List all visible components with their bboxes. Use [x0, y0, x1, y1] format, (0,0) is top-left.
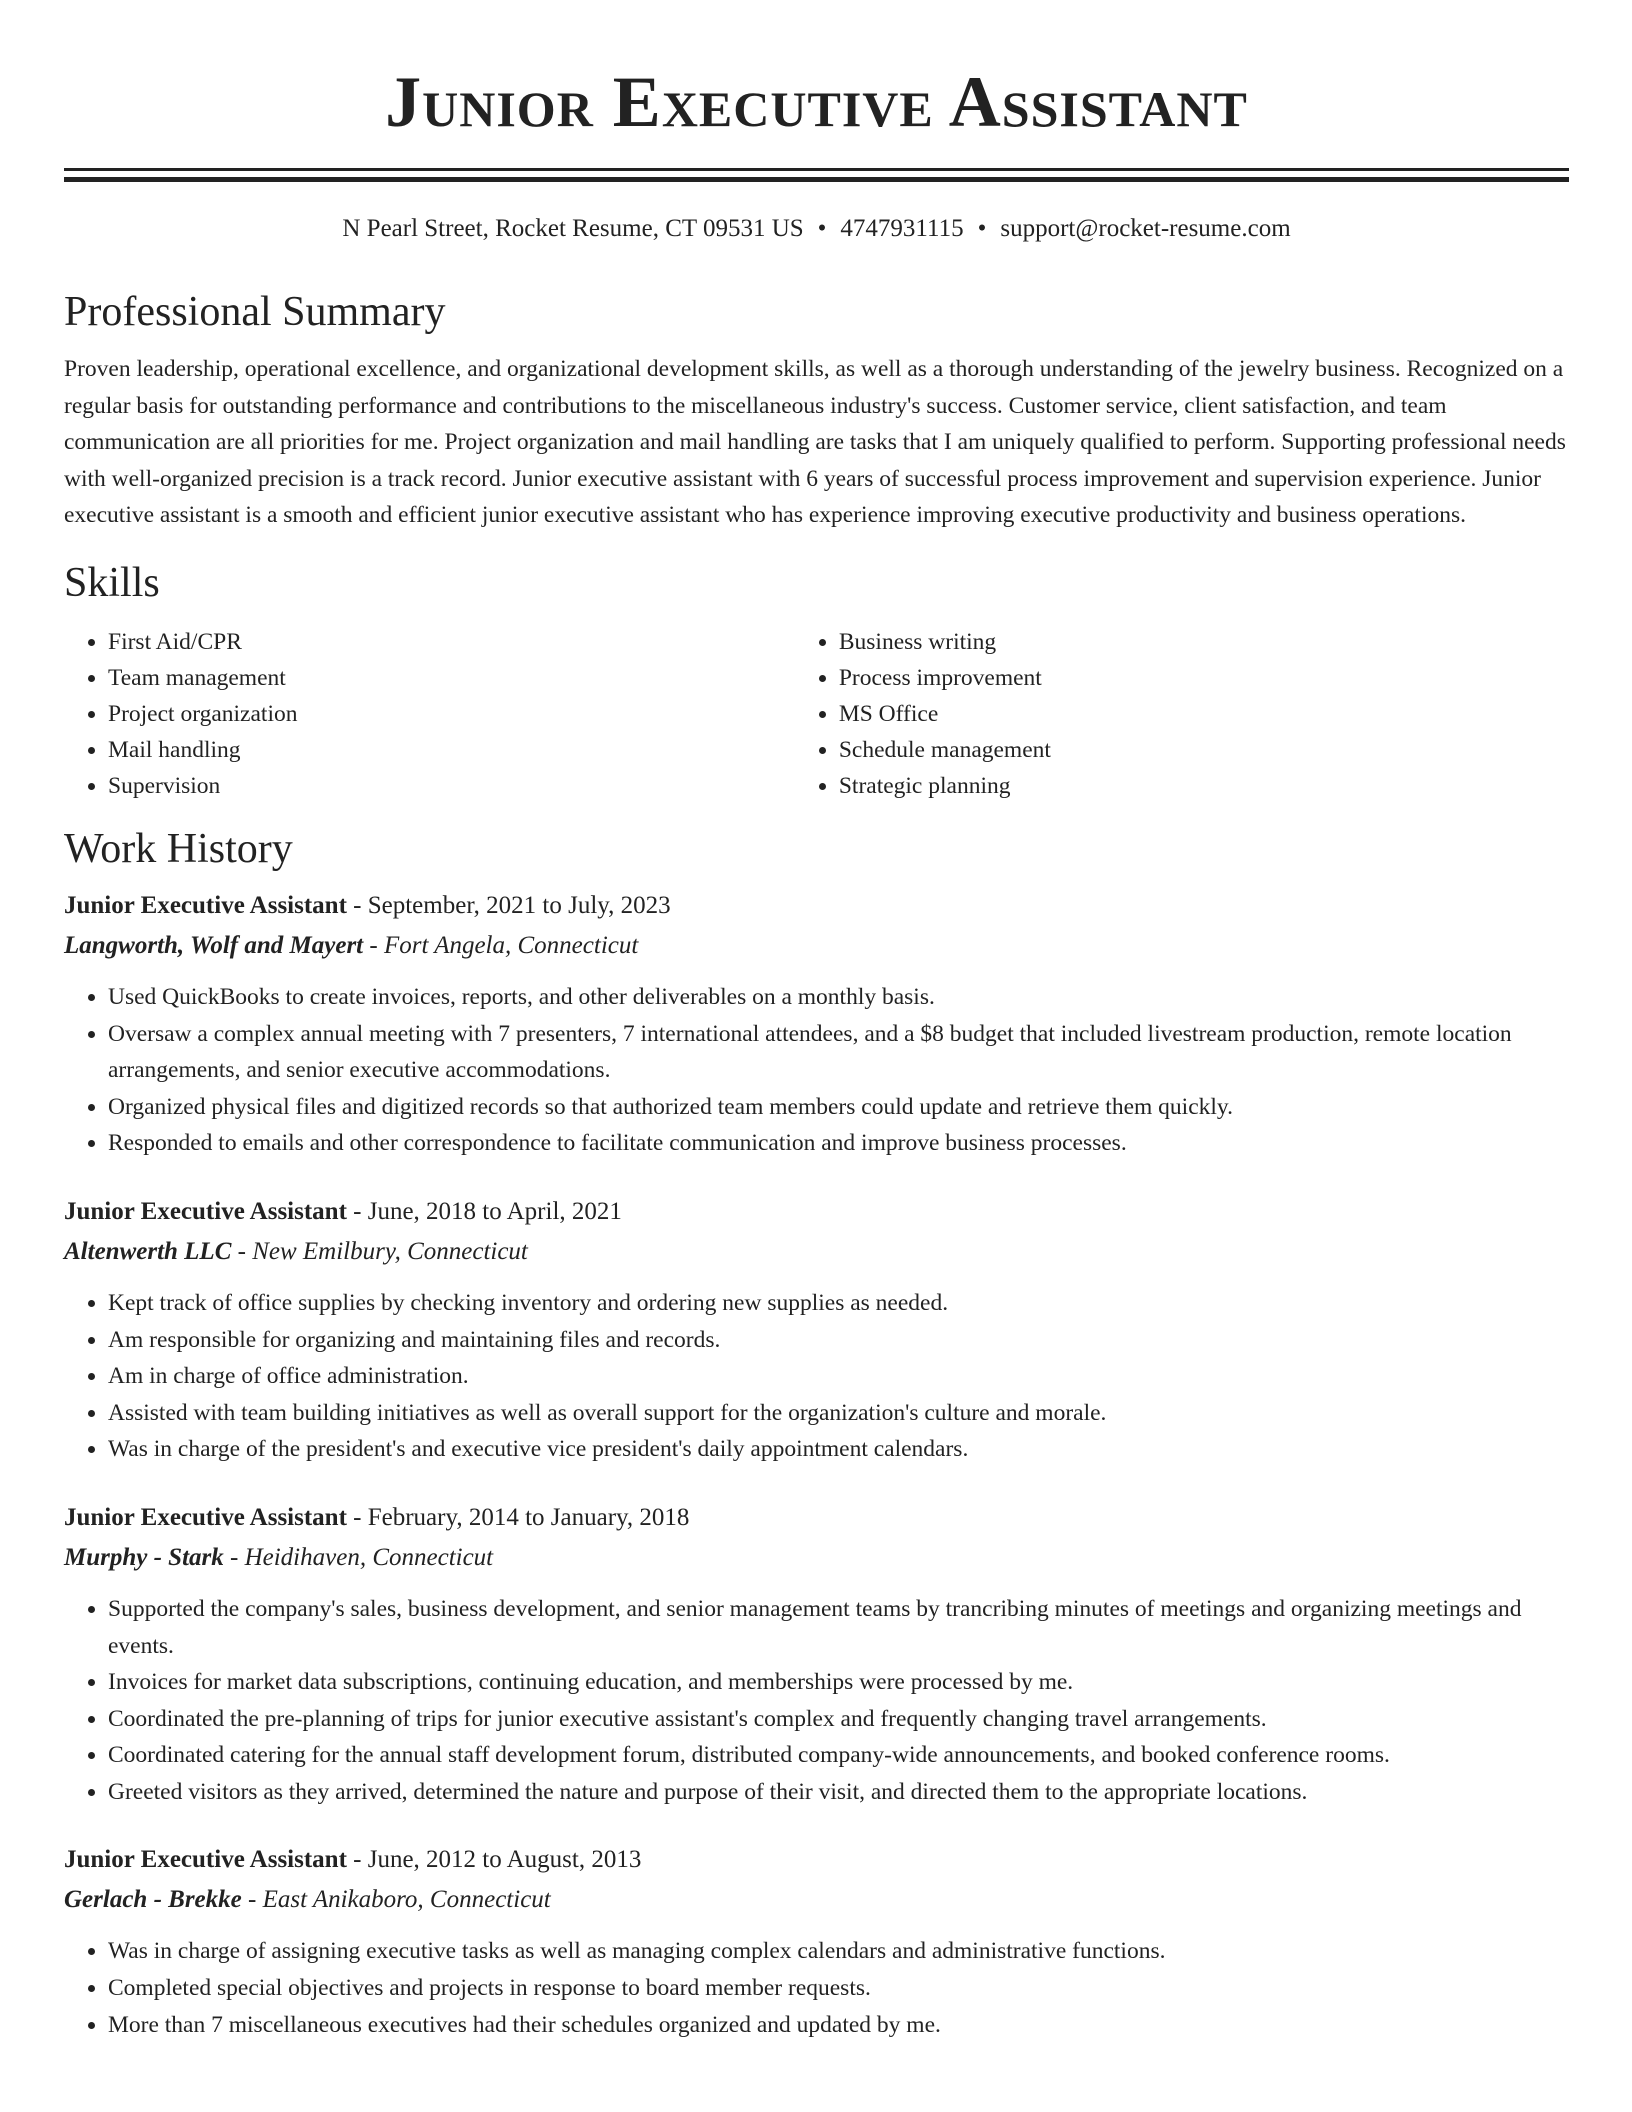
job-entry [64, 886, 1569, 1162]
skills-heading: Skills [64, 559, 160, 606]
job-title: Junior Executive Assistant [64, 891, 347, 919]
skill-item: • Process improvement [839, 660, 1569, 696]
job-bullet: • More than 7 miscellaneous executives had their schedules organized and updated by me. [108, 2007, 1569, 2044]
contact-separator: • [817, 215, 827, 242]
job-bullet: • Am responsible for organizing and maintaining files and records. [108, 1322, 1569, 1359]
skill-item: • Strategic planning [839, 768, 1569, 804]
job-bullet: • Was in charge of the president's and executive vice president's daily appointment calendars. [108, 1431, 1569, 1468]
contact-address: N Pearl Street, Rocket Resume, CT 09531 US [342, 215, 804, 242]
job-bullet: • Coordinated the pre-planning of trips for junior executive assistant's complex and frequently changing travel arrangements. [108, 1701, 1569, 1738]
job-company: Altenwerth LLC [64, 1237, 232, 1265]
resume-page [64, 0, 1569, 2043]
job-bullet: • Invoices for market data subscriptions, continuing education, and memberships were processed by me. [108, 1664, 1569, 1701]
job-location: - Fort Angela, Connecticut [363, 931, 639, 959]
skill-item: • Business writing [839, 624, 1569, 660]
job-employer [64, 1232, 1569, 1272]
job-dates: - June, 2018 to April, 2021 [346, 1197, 622, 1225]
job-bullet: • Supported the company's sales, business development, and senior management teams by trancribing minutes of meetings and organizing meetings and events. [108, 1591, 1569, 1664]
job-bullet: • Am in charge of office administration. [108, 1358, 1569, 1395]
skill-item: • First Aid/CPR [108, 624, 795, 660]
job-dates: - June, 2012 to August, 2013 [346, 1846, 642, 1874]
job-bullets [64, 1933, 1569, 2043]
job-bullet: • Was in charge of assigning executive tasks as well as managing complex calendars and administrative functions. [108, 1933, 1569, 1970]
job-bullet: • Used QuickBooks to create invoices, reports, and other deliverables on a monthly basis. [108, 979, 1569, 1016]
job-location: - New Emilbury, Connecticut [231, 1237, 528, 1265]
job-bullet: • Oversaw a complex annual meeting with 7 presenters, 7 international attendees, and a $8 budget that included livestream production, remote location arrangements, and senior executive accommodations. [108, 1016, 1569, 1089]
job-bullet: • Completed special objectives and projects in response to board member requests. [108, 1970, 1569, 2007]
header-rule-thick [64, 177, 1569, 182]
job-bullet: • Responded to emails and other correspondence to facilitate communication and improve business processes. [108, 1125, 1569, 1162]
job-bullet: • Kept track of office supplies by checking inventory and ordering new supplies as needed. [108, 1285, 1569, 1322]
job-company: Murphy - Stark [64, 1543, 224, 1571]
skill-item: • Mail handling [108, 732, 795, 768]
job-header [64, 1498, 1569, 1538]
job-title: Junior Executive Assistant [64, 1846, 347, 1874]
job-entry [64, 1498, 1569, 1811]
contact-separator: • [977, 215, 987, 242]
job-employer [64, 1880, 1569, 1920]
skill-item: • Team management [108, 660, 795, 696]
job-dates: - September, 2021 to July, 2023 [346, 891, 671, 919]
job-entry [64, 1192, 1569, 1468]
skill-item: • Supervision [108, 768, 795, 804]
job-bullets [64, 979, 1569, 1162]
contact-phone: 4747931115 [840, 215, 964, 242]
job-header [64, 886, 1569, 926]
work-history-heading: Work History [64, 825, 293, 872]
contact-line [64, 214, 1569, 244]
job-location: - East Anikaboro, Connecticut [241, 1886, 551, 1914]
job-bullet: • Coordinated catering for the annual staff development forum, distributed company-wide announcements, and booked conference rooms. [108, 1737, 1569, 1774]
job-bullets [64, 1591, 1569, 1811]
skills-list [64, 624, 1569, 804]
job-title: Junior Executive Assistant [64, 1503, 347, 1531]
summary-heading: Professional Summary [64, 289, 446, 335]
skills-column-left [64, 624, 795, 804]
job-header [64, 1840, 1569, 1880]
job-bullets [64, 1285, 1569, 1468]
job-company: Gerlach - Brekke [64, 1886, 242, 1914]
job-bullet: • Organized physical files and digitized records so that authorized team members could update and retrieve them quickly. [108, 1089, 1569, 1126]
job-employer [64, 1538, 1569, 1578]
job-title: Junior Executive Assistant [64, 1197, 347, 1225]
job-bullet: • Greeted visitors as they arrived, determined the nature and purpose of their visit, and directed them to the appropriate locations. [108, 1774, 1569, 1811]
skill-item: • MS Office [839, 696, 1569, 732]
resume-name: Junior Executive Assistant [385, 62, 1248, 142]
job-dates: - February, 2014 to January, 2018 [346, 1503, 690, 1531]
contact-email: support@rocket-resume.com [1000, 215, 1291, 242]
job-header [64, 1192, 1569, 1232]
job-bullet: • Assisted with team building initiatives as well as overall support for the organization's culture and morale. [108, 1395, 1569, 1432]
job-location: - Heidihaven, Connecticut [223, 1543, 494, 1571]
job-employer [64, 926, 1569, 966]
skill-item: • Schedule management [839, 732, 1569, 768]
skills-column-right [795, 624, 1569, 804]
job-entry [64, 1840, 1569, 2043]
skill-item: • Project organization [108, 696, 795, 732]
header-rule-thin [64, 168, 1569, 171]
job-company: Langworth, Wolf and Mayert [64, 931, 364, 959]
summary-text: Proven leadership, operational excellence, and organizational development skills, as well as a thorough understanding of the jewelry business. Recognized on a regular basis for outstanding performance and contributions to the miscellaneous industry's success. Customer service, client satisfaction, and team communication are all priorities for me. Project organization and mail handling are tasks that I am uniquely qualified to perform. Supporting professional needs with well-organized precision is a track record. Junior executive assistant with 6 years of successful process improvement and supervision experience. Junior executive assistant is a smooth and efficient junior executive assistant who has experience improving executive productivity and business operations. [64, 356, 1566, 529]
